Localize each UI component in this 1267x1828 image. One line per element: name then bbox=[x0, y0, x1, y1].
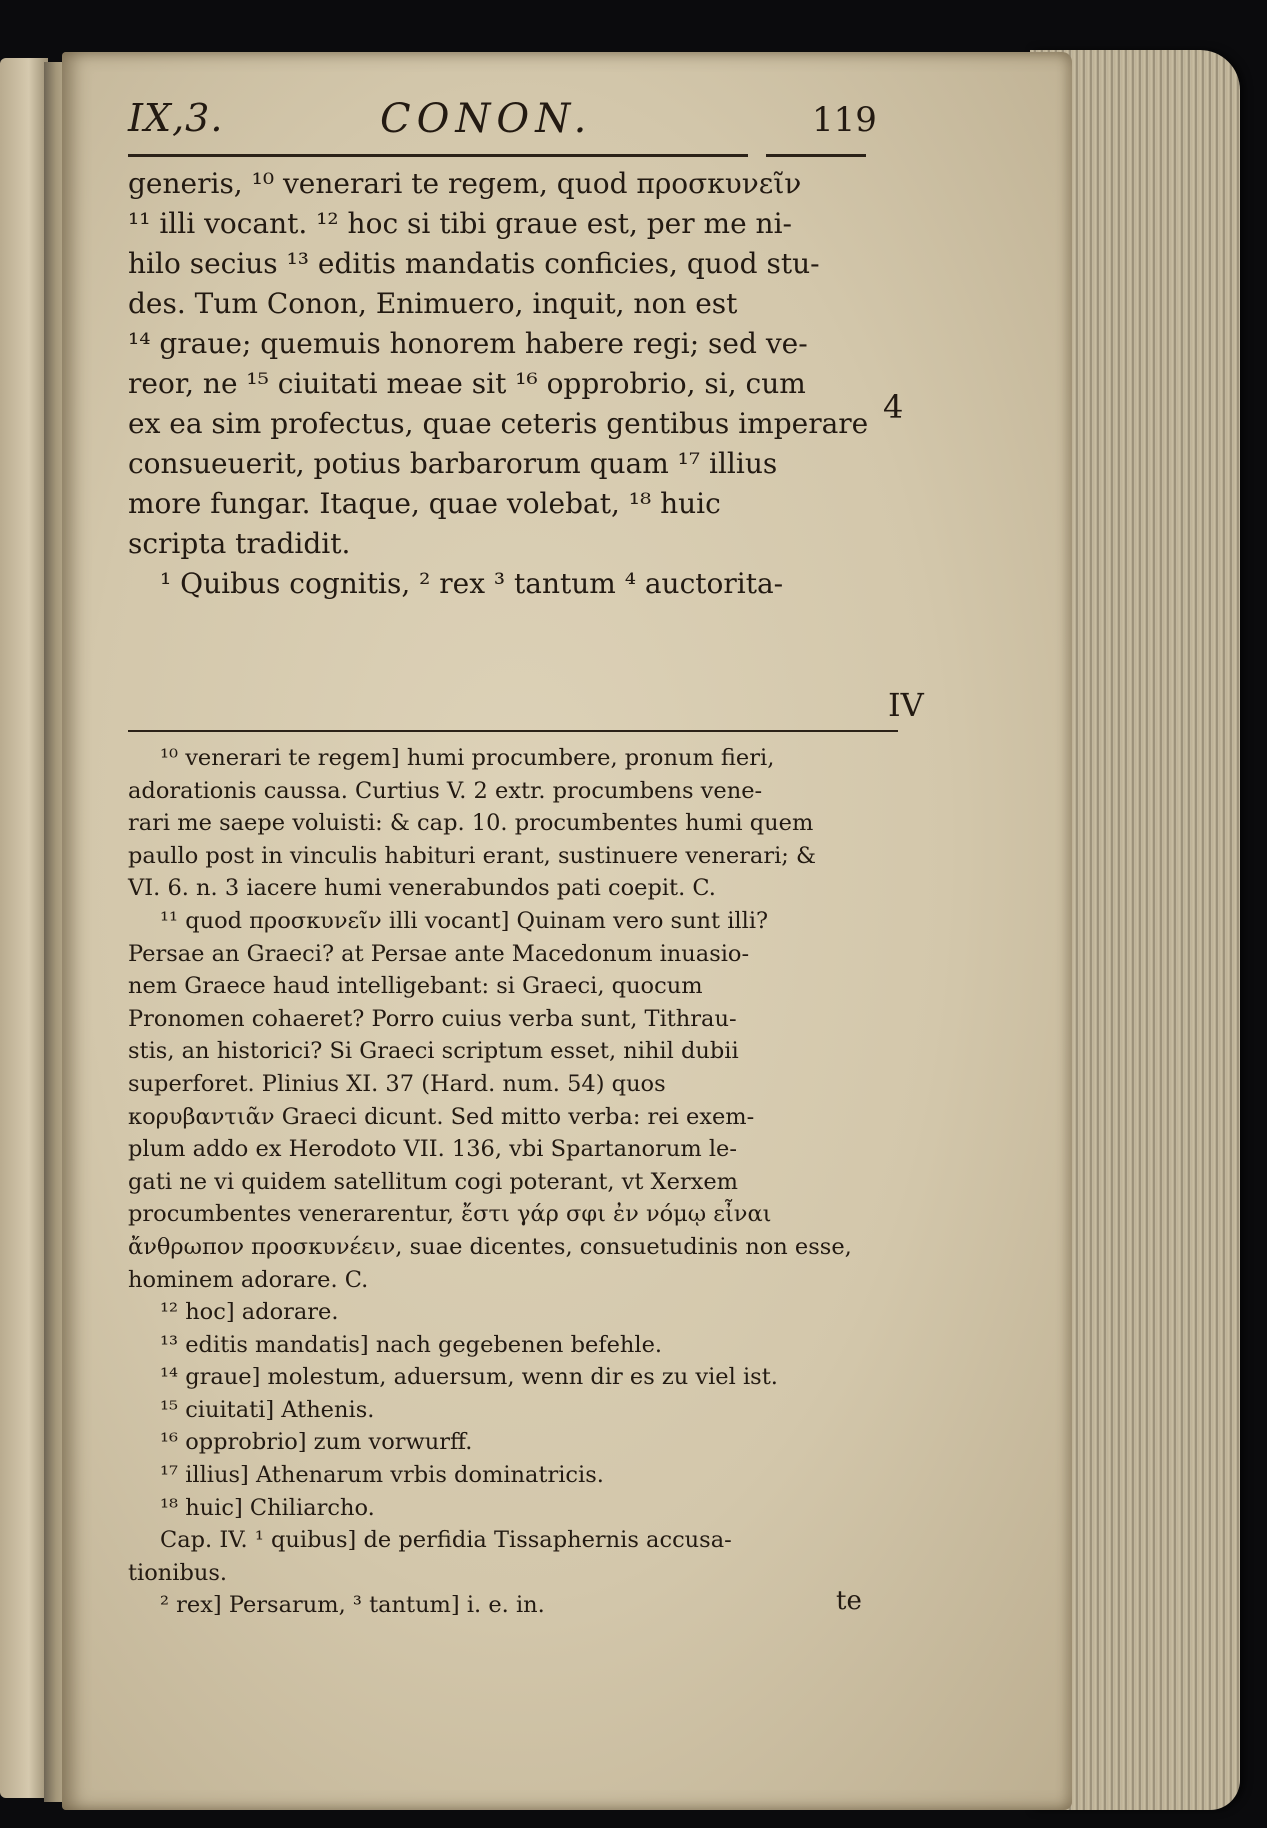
note-line: ¹³ editis mandatis] nach gegebenen befehle. bbox=[160, 1331, 663, 1358]
main-text-line: generis, ¹⁰ venerari te regem, quod προσκυνεῖν bbox=[128, 167, 802, 200]
note-line: ¹⁶ opprobrio] zum vorwurff. bbox=[160, 1429, 473, 1456]
note-line: ἄνθρωπον προσκυνέειν, suae dicentes, consuetudinis non esse, bbox=[128, 1233, 852, 1260]
note-line: Cap. IV. ¹ quibus] de perfidia Tissaphernis accusa- bbox=[160, 1527, 732, 1554]
note-line: paullo post in vinculis habituri erant, sustinuere venerari; & bbox=[128, 842, 817, 869]
page-text-block bbox=[128, 92, 928, 1619]
header-rule bbox=[128, 154, 748, 157]
main-text bbox=[128, 164, 888, 604]
main-text-line: ex ea sim profectus, quae ceteris gentibus imperare bbox=[128, 407, 869, 440]
note-line: procumbentes venerarentur, ἔστι γάρ σφι ἐν νόμῳ εἶναι bbox=[128, 1201, 772, 1228]
note-line: nem Graece haud intelligebant: si Graeci, quocum bbox=[128, 973, 703, 1000]
main-text-line: ¹¹ illi vocant. ¹² hoc si tibi graue est, per me ni- bbox=[128, 207, 792, 240]
note-line: hominem adorare. C. bbox=[128, 1266, 369, 1293]
catchword: te bbox=[836, 1586, 862, 1616]
note-line: ¹¹ quod προσκυνεῖν illi vocant] Quinam vero sunt illi? bbox=[160, 907, 769, 934]
main-text-line: consueuerit, potius barbarorum quam ¹⁷ illius bbox=[128, 447, 778, 480]
note-line: stis, an historici? Si Graeci scriptum esset, nihil dubii bbox=[128, 1038, 739, 1065]
note-line: ¹⁵ ciuitati] Athenis. bbox=[160, 1396, 375, 1423]
note-line: plum addo ex Herodoto VII. 136, vbi Spartanorum le- bbox=[128, 1136, 737, 1163]
note-line: ¹⁷ illius] Athenarum vrbis dominatricis. bbox=[160, 1462, 604, 1489]
note-line: ¹² hoc] adorare. bbox=[160, 1299, 339, 1326]
margin-chapter-number: IV bbox=[888, 686, 924, 724]
section-reference: IX,3. bbox=[128, 96, 224, 140]
note-line: VI. 6. n. 3 iacere humi venerabundos pati coepit. C. bbox=[128, 875, 716, 902]
note-line: Pronomen cohaeret? Porro cuius verba sunt, Tithrau- bbox=[128, 1005, 737, 1032]
note-line: ² rex] Persarum, ³ tantum] i. e. in. bbox=[160, 1592, 545, 1619]
notes-divider bbox=[128, 730, 898, 732]
main-text-line: ¹ Quibus cognitis, ² rex ³ tantum ⁴ auctorita- bbox=[160, 567, 784, 600]
main-text-line: scripta tradidit. bbox=[128, 527, 351, 560]
page-number-rule bbox=[766, 154, 866, 157]
note-line: ¹⁴ graue] molestum, aduersum, wenn dir es zu viel ist. bbox=[160, 1364, 778, 1391]
note-line: Persae an Graeci? at Persae ante Macedonum inuasio- bbox=[128, 940, 750, 967]
note-line: superforet. Plinius XI. 37 (Hard. num. 54) quos bbox=[128, 1070, 666, 1097]
main-text-line: reor, ne ¹⁵ ciuitati meae sit ¹⁶ opprobrio, si, cum bbox=[128, 367, 806, 400]
note-line: κορυβαντιᾶν Graeci dicunt. Sed mitto verba: rei exem- bbox=[128, 1103, 755, 1130]
page-header bbox=[128, 92, 928, 150]
page-number: 119 bbox=[812, 100, 877, 140]
main-text-line: ¹⁴ graue; quemuis honorem habere regi; sed ve- bbox=[128, 327, 808, 360]
note-line: ¹⁸ huic] Chiliarcho. bbox=[160, 1494, 375, 1521]
margin-section-number: 4 bbox=[883, 388, 904, 426]
note-line: adorationis caussa. Curtius V. 2 extr. procumbens vene- bbox=[128, 777, 763, 804]
note-line: gati ne vi quidem satellitum cogi poterant, vt Xerxem bbox=[128, 1168, 738, 1195]
facing-page-edge bbox=[0, 58, 48, 1798]
main-text-line: hilo secius ¹³ editis mandatis conficies, quod stu- bbox=[128, 247, 820, 280]
main-text-line: more fungar. Itaque, quae volebat, ¹⁸ huic bbox=[128, 487, 721, 520]
footnotes bbox=[128, 742, 888, 1622]
main-text-line: des. Tum Conon, Enimuero, inquit, non est bbox=[128, 287, 738, 320]
note-line: tionibus. bbox=[128, 1559, 228, 1586]
note-line: ¹⁰ venerari te regem] humi procumbere, pronum fieri, bbox=[160, 745, 775, 771]
note-line: rari me saepe voluisti: & cap. 10. procumbentes humi quem bbox=[128, 810, 814, 837]
running-title: CONON. bbox=[380, 96, 593, 142]
